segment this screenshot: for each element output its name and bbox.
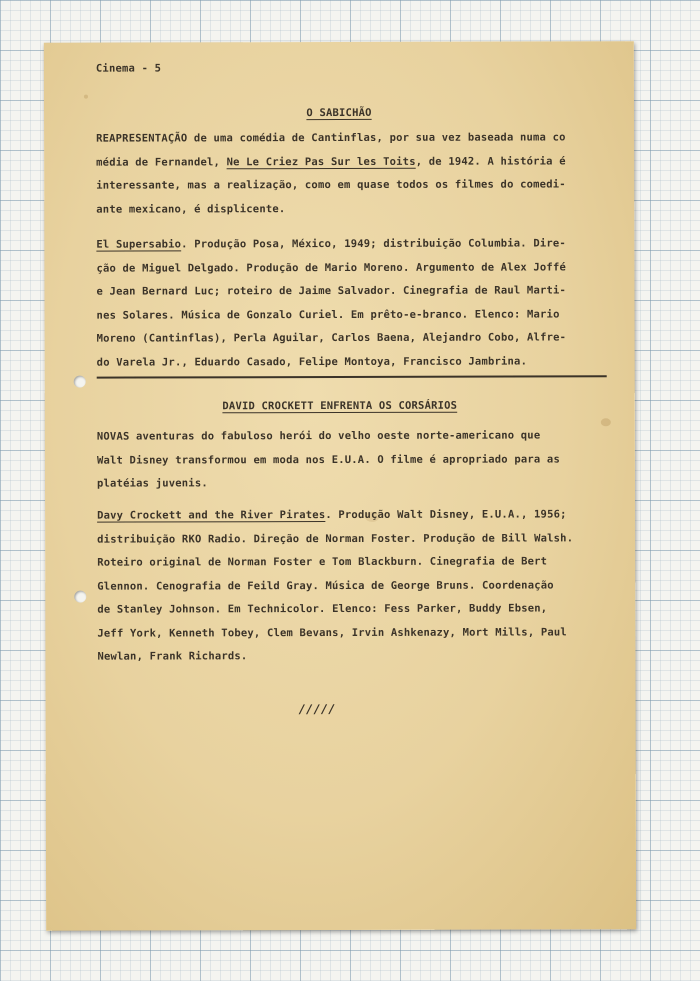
text-segment: NOVAS aventuras do fabuloso herói do velho oeste norte-americano que (96, 429, 541, 443)
text-segment: REAPRESENTAÇÃO de uma comédia de Cantinflas, por sua vez baseada numa co (96, 131, 566, 145)
text-line (96, 279, 606, 304)
end-mark: ///// (298, 702, 336, 717)
text-segment: do Varela Jr., Eduardo Casado, Felipe Montoya, Francisco Jambrina. (96, 355, 528, 369)
text-line (97, 644, 607, 669)
text-segment: média de Fernandel, (96, 155, 227, 169)
text-line (97, 424, 607, 449)
text-line (97, 503, 607, 528)
text-segment: . Produção Walt Disney, E.U.A., 1956; (325, 508, 567, 522)
section-title-text: O SABICHÃO (306, 106, 372, 120)
film-title: Ne Le Criez Pas Sur les Toits (226, 155, 416, 168)
text-segment: . Produção Posa, México, 1949; distribuição Columbia. Dire- (181, 237, 566, 251)
text-line (97, 326, 607, 351)
film-title: Davy Crockett and the River Pirates (97, 509, 326, 522)
section-title-o-sabichao (44, 106, 634, 120)
film-title: El Supersabio (96, 238, 182, 251)
text-line (97, 350, 607, 375)
text-segment: interessante, mas a realização, como em quase todos os filmes do comedi- (96, 178, 566, 192)
text-segment: , de 1942. A história é (415, 154, 566, 168)
text-segment: ante mexicano, é displicente. (96, 202, 286, 216)
text-line (97, 471, 607, 496)
text-line (96, 126, 606, 151)
text-segment: Newlan, Frank Richards. (97, 650, 248, 663)
text-segment: distribuição RKO Radio. Direção de Norman Foster. Produção de Bill Walsh. (97, 531, 574, 546)
text-segment: platéias juvenis. (96, 477, 208, 490)
typed-text (44, 41, 634, 717)
text-line (97, 527, 607, 552)
punch-hole (74, 591, 86, 603)
text-line (96, 232, 606, 257)
text-segment: nes Solares. Música de Gonzalo Curiel. Em prêto-e-branco. Elenco: Mario (96, 307, 560, 322)
section-title-david-crockett (45, 399, 635, 413)
text-segment: ção de Miguel Delgado. Produção de Mario Moreno. Argumento de Alex Joffé (96, 260, 567, 275)
page-header: Cinema - 5 (95, 62, 162, 75)
text-segment: Walt Disney transformou em moda nos E.U.A. O filme é apropriado para as (96, 452, 560, 467)
stain-spot (84, 95, 88, 99)
section-title-text: DAVID CROCKETT ENFRENTA OS CORSÁRIOS (222, 399, 458, 413)
text-line (96, 150, 606, 175)
typed-page (44, 41, 636, 931)
text-segment: e Jean Bernard Luc; roteiro de Jaime Salvador. Cinegrafia de Raul Marti- (96, 284, 567, 298)
review-paragraph (96, 126, 606, 221)
text-line (97, 574, 607, 599)
credits-paragraph (97, 503, 607, 669)
punch-hole (74, 376, 86, 388)
text-segment: Glennon. Cenografia de Feild Gray. Música de George Bruns. Coordenação (97, 578, 554, 593)
text-line (96, 256, 606, 281)
text-segment: Jeff York, Kenneth Tobey, Clem Bevans, Irvin Ashkenazy, Mort Mills, Paul (97, 625, 567, 640)
text-line (97, 621, 607, 646)
text-segment: Moreno (Cantinflas), Perla Aguilar, Carlos Baena, Alejandro Cobo, Alfre- (96, 331, 567, 345)
text-line (96, 173, 606, 198)
text-line (97, 597, 607, 622)
credits-paragraph (96, 232, 606, 374)
text-segment: de Stanley Johnson. Em Technicolor. Elenco: Fess Parker, Buddy Ebsen, (97, 602, 548, 616)
text-segment: Roteiro original de Norman Foster e Tom Blackburn. Cinegrafia de Bert (97, 555, 548, 569)
review-paragraph (97, 424, 607, 496)
text-line (97, 448, 607, 473)
section-divider (97, 375, 607, 378)
text-line (96, 197, 606, 222)
text-line (97, 303, 607, 328)
text-line (97, 550, 607, 575)
